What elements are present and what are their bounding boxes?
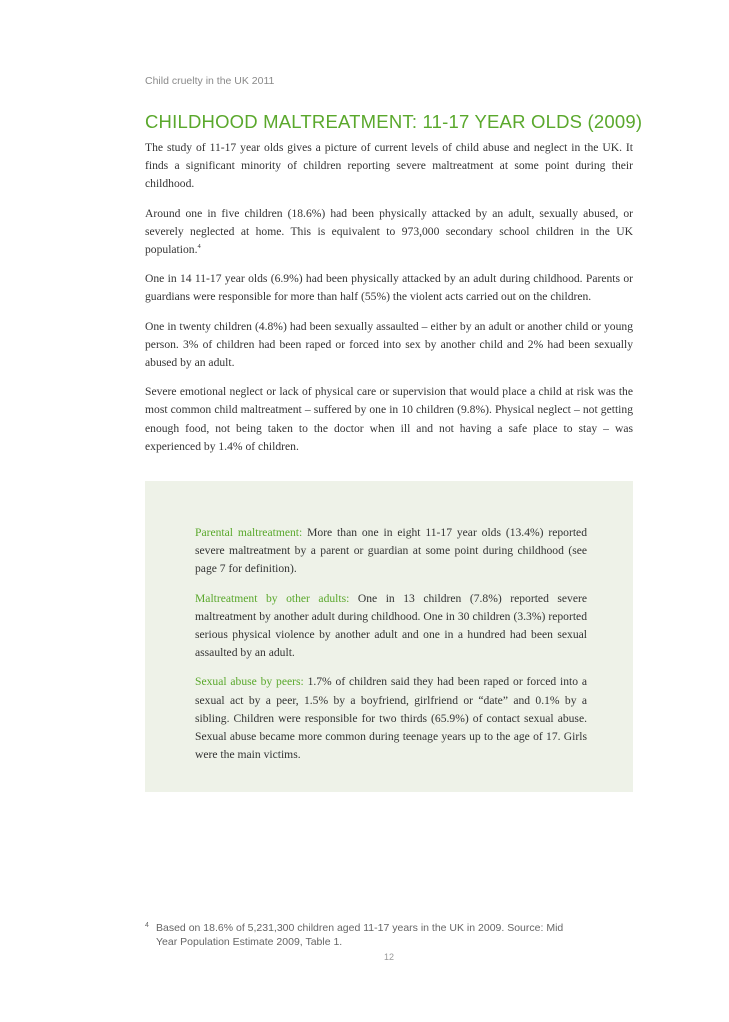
footnote [145,921,565,949]
footnote-text: Based on 18.6% of 5,231,300 children aged 11-17 years in the UK in 2009. Source: Mid Year Population Estimate 2009, Table 1. [156,922,564,948]
summary-boxout [145,481,633,792]
paragraph [145,318,633,373]
boxout-item [195,590,587,663]
paragraph-text: The study of 11-17 year olds gives a picture of current levels of child abuse and neglect in the UK. It finds a significant minority of children reporting severe maltreatment at some point during their childhood. [145,141,633,191]
page-number: 12 [384,952,395,962]
boxout-item-lead: Maltreatment by other adults: [195,591,350,605]
footnote-reference: 4 [197,243,201,251]
paragraph-text: One in 14 11-17 year olds (6.9%) had been physically attacked by an adult during childhood. Parents or guardians were responsible for more than half (55%) the violent acts carried out on the children. [145,272,633,304]
paragraph-text: Around one in five children (18.6%) had been physically attacked by an adult, sexually abused, or severely neglected at home. This is equivalent to 973,000 secondary school children in the UK population. [145,206,633,257]
paragraph-text: Severe emotional neglect or lack of physical care or supervision that would place a child at risk was the most common child maltreatment – suffered by one in 10 children (9.8%). Physical neglect – not getting enough food, not being taken to the doctor when ill and not having a safe place to stay – was experienced by 1.4% of children. [145,385,633,453]
paragraph [145,139,633,194]
boxout-content [195,524,587,775]
paragraph [145,383,633,456]
paragraph [145,270,633,306]
boxout-item-text: One in 13 children (7.8%) reported severe maltreatment by another adult during childhood. One in 30 children (3.3%) reported serious physical violence by another adult and one in a hundred had been sexual assaulted by an adult. [195,591,587,660]
paragraph [145,205,633,260]
body-text [145,139,633,467]
boxout-item-text: 1.7% of children said they had been raped or forced into a sexual act by a peer, 1.5% by a boyfriend, girlfriend or “date” and 0.1% by a sibling. Children were responsible for two thirds (65.9%) of contact sexual abuse. Sexual abuse became more common during teenage years up to the age of 17. Girls were the main victims. [195,675,587,762]
page-title: CHILDHOOD MALTREATMENT: 11-17 YEAR OLDS (2009) [145,111,643,132]
boxout-item [195,524,587,579]
boxout-item [195,673,587,764]
boxout-item-text: More than one in eight 11-17 year olds (13.4%) reported severe maltreatment by a parent or guardian at some point during childhood (see page 7 for definition). [195,526,587,576]
paragraph-text: One in twenty children (4.8%) had been sexually assaulted – either by an adult or another child or young person. 3% of children had been raped or forced into sex by another child and 2% had been sexually abused by an adult. [145,319,633,370]
boxout-item-lead: Sexual abuse by peers: [195,675,304,689]
boxout-item-lead: Parental maltreatment: [195,526,303,539]
footnote-number: 4 [145,922,149,929]
running-header: Child cruelty in the UK 2011 [145,75,275,87]
